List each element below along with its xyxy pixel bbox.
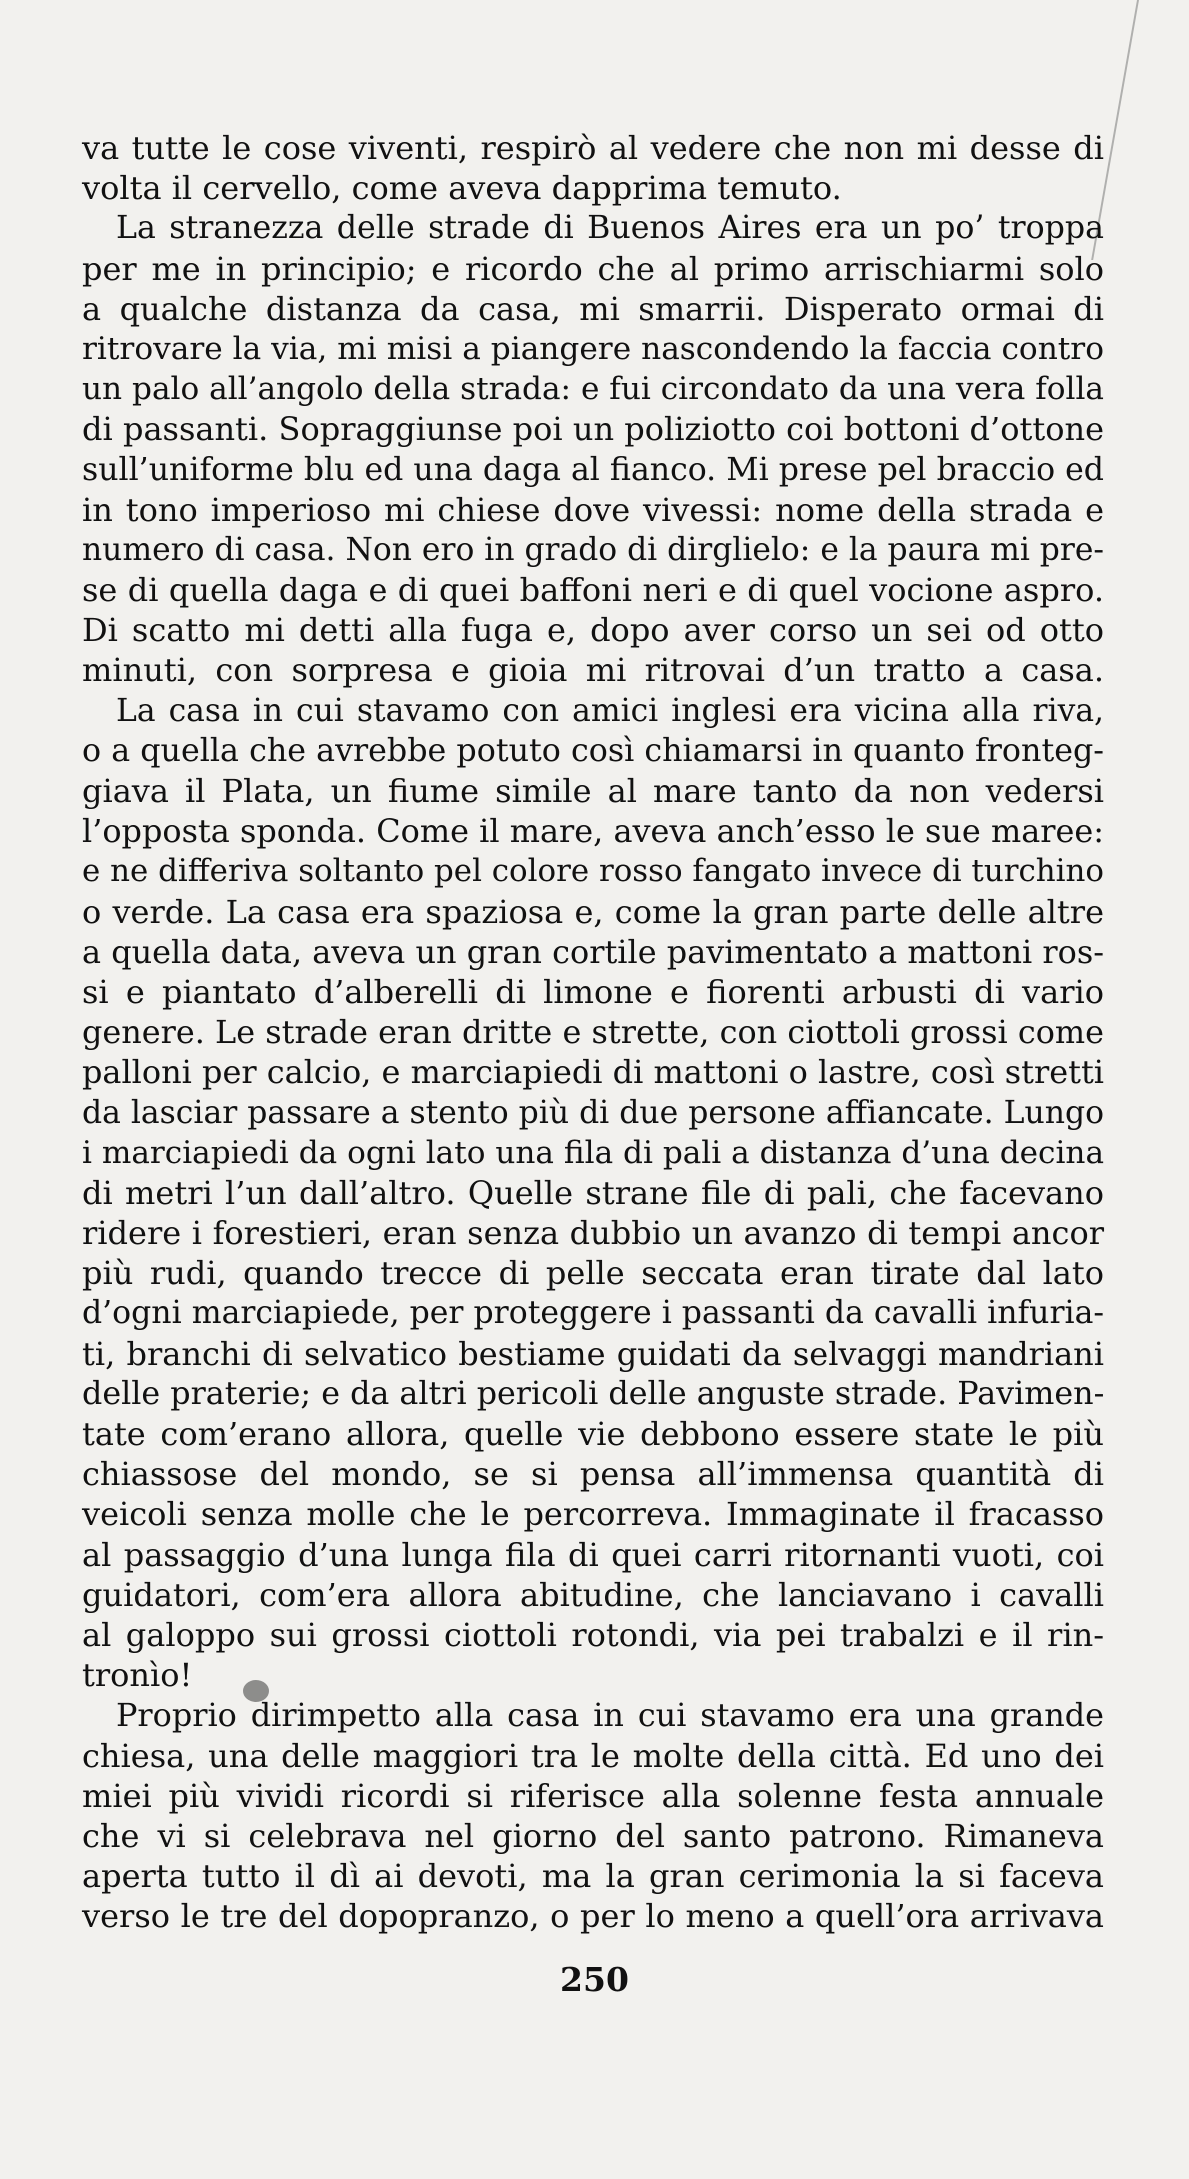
text-line: numero di casa. Non ero in grado di dirglielo: e la paura mi pre-: [82, 531, 1104, 568]
text-line: in tono imperioso mi chiese dove vivessi: nome della strada e: [82, 490, 1104, 529]
text-line: ti, branchi di selvatico bestiame guidati da selvaggi mandriani: [82, 1334, 1104, 1373]
text-line: La casa in cui stavamo con amici inglesi era vicina alla riva,: [116, 692, 1104, 729]
text-line: Proprio dirimpetto alla casa in cui stavamo era una grande: [116, 1696, 1104, 1735]
text-line: l’opposta sponda. Come il mare, aveva anch’esso le sue maree:: [82, 812, 1104, 851]
text-line: genere. Le strade eran dritte e strette, con ciottoli grossi come: [82, 1013, 1104, 1052]
text-line: o verde. La casa era spaziosa e, come la gran parte delle altre: [82, 892, 1104, 931]
text-line: minuti, con sorpresa e gioia mi ritrovai d’un tratto a casa.: [82, 651, 1104, 690]
text-line: aperta tutto il dì ai devoti, ma la gran cerimonia la si faceva: [82, 1857, 1104, 1896]
text-line: se di quella daga e di quei baffoni neri e di quel vocione aspro.: [82, 571, 1104, 610]
text-line: verso le tre del dopopranzo, o per lo meno a quell’ora arrivava: [82, 1897, 1104, 1936]
text-line: o a quella che avrebbe potuto così chiamarsi in quanto fronteg-: [82, 732, 1104, 769]
text-line: un palo all’angolo della strada: e fui circondato da una vera folla: [82, 371, 1104, 408]
text-line: d’ogni marciapiede, per proteggere i passanti da cavalli infuria-: [82, 1295, 1104, 1332]
text-line: che vi si celebrava nel giorno del santo patrono. Rimaneva: [82, 1816, 1104, 1855]
page-body-text: [82, 128, 1104, 1936]
text-line: Di scatto mi detti alla fuga e, dopo aver corso un sei od otto: [82, 611, 1104, 650]
text-line: a qualche distanza da casa, mi smarrii. Disperato ormai di: [82, 289, 1104, 328]
text-line: palloni per calcio, e marciapiedi di mattoni o lastre, così stretti: [82, 1053, 1104, 1092]
text-line: delle praterie; e da altri pericoli delle anguste strade. Pavimen-: [82, 1375, 1105, 1412]
text-line: La stranezza delle strade di Buenos Aires era un po’ troppa: [116, 210, 1104, 247]
text-line: di metri l’un dall’altro. Quelle strane file di pali, che facevano: [82, 1173, 1104, 1212]
text-line: guidatori, com’era allora abitudine, che lanciavano i cavalli: [82, 1575, 1104, 1614]
text-line: chiesa, una delle maggiori tra le molte della città. Ed uno dei: [82, 1736, 1104, 1775]
text-line: si e piantato d’alberelli di limone e fiorenti arbusti di vario: [82, 972, 1104, 1011]
text-line: tate com’erano allora, quelle vie debbono essere state le più: [82, 1415, 1104, 1453]
text-line: al galoppo sui grossi ciottoli rotondi, via pei trabalzi e il rin-: [82, 1615, 1104, 1654]
text-line: miei più vividi ricordi si riferisce alla solenne festa annuale: [82, 1776, 1104, 1815]
text-line: ridere i forestieri, eran senza dubbio un avanzo di tempi ancor: [82, 1214, 1104, 1253]
text-line: va tutte le cose viventi, respirò al vedere che non mi desse di: [82, 129, 1104, 167]
text-line: sull’uniforme blu ed una daga al fianco. Mi prese pel braccio ed: [82, 451, 1104, 488]
page-number: 250: [560, 1960, 629, 1999]
text-line: ritrovare la via, mi misi a piangere nascondendo la faccia contro: [82, 330, 1104, 367]
text-line: e ne differiva soltanto pel colore rosso fangato invece di turchino: [82, 853, 1104, 890]
text-line: al passaggio d’una lunga fila di quei carri ritornanti vuoti, coi: [82, 1535, 1104, 1574]
page-crease: [1091, 0, 1189, 260]
text-line: veicoli senza molle che le percorreva. Immaginate il fracasso: [82, 1495, 1104, 1534]
text-line: per me in principio; e ricordo che al primo arrischiarmi solo: [82, 249, 1104, 288]
text-line: i marciapiedi da ogni lato una fila di pali a distanza d’una decina: [82, 1134, 1104, 1171]
text-line: di passanti. Sopraggiunse poi un poliziotto coi bottoni d’ottone: [82, 410, 1104, 449]
text-line: tronìo!: [82, 1656, 193, 1695]
text-line: da lasciar passare a stento più di due persone affiancate. Lungo: [82, 1094, 1104, 1131]
text-line: volta il cervello, come aveva dapprima temuto.: [82, 169, 842, 208]
text-line: più rudi, quando trecce di pelle seccata eran tirate dal lato: [82, 1254, 1104, 1293]
text-line: a quella data, aveva un gran cortile pavimentato a mattoni ros-: [82, 932, 1104, 971]
text-line: giava il Plata, un fiume simile al mare tanto da non vedersi: [82, 772, 1104, 810]
text-line: chiassose del mondo, se si pensa all’immensa quantità di: [82, 1455, 1104, 1494]
